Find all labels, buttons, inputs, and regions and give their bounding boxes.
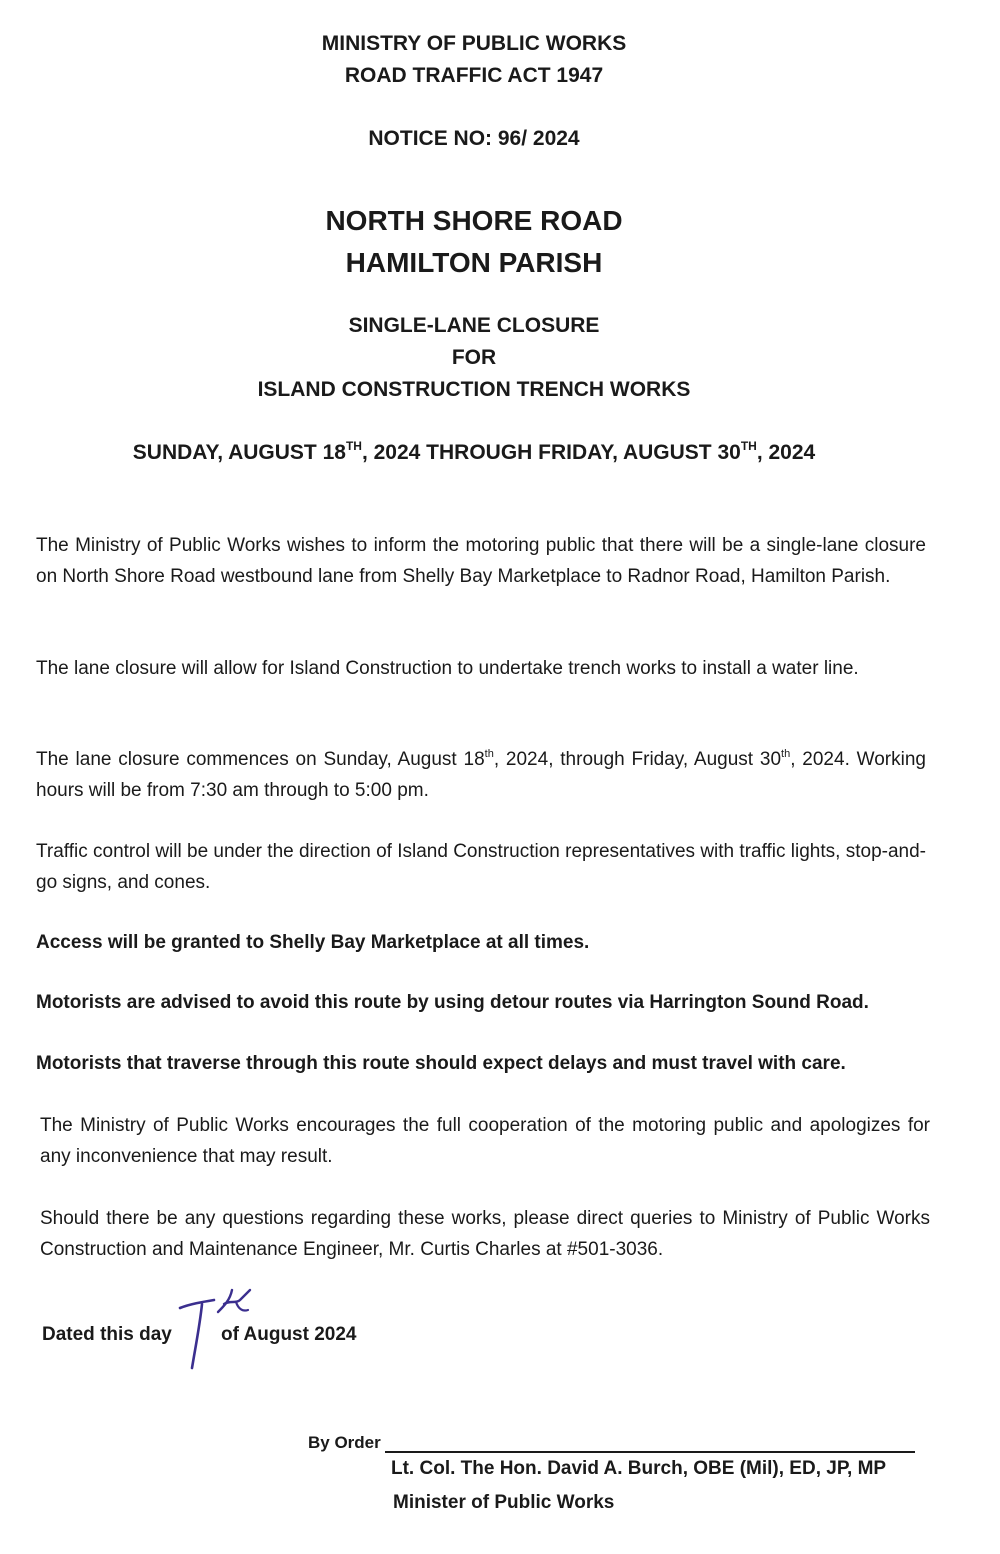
ministry-name: MINISTRY OF PUBLIC WORKS (321, 32, 627, 55)
closure-for: FOR (451, 346, 497, 369)
paragraph-cooperation: The Ministry of Public Works encourages the full cooperation of the motoring public and apologizes for any inconvenience that may result. (40, 1115, 930, 1167)
signature-line (385, 1451, 915, 1453)
dates-sup-1: TH (345, 439, 362, 453)
parish-name: HAMILTON PARISH (345, 247, 603, 278)
closure-dates (0, 438, 948, 468)
by-order-label: By Order (308, 1433, 381, 1452)
minister-title: Minister of Public Works (393, 1492, 615, 1513)
dated-prefix: Dated this day (42, 1324, 172, 1345)
dated-suffix: of August 2024 (221, 1324, 357, 1345)
closure-works: ISLAND CONSTRUCTION TRENCH WORKS (257, 378, 691, 401)
notice-number: NOTICE NO: 96/ 2024 (368, 127, 580, 150)
schedule-part-3: , 2024. Working hours will be from 7:30 am through to 5:00 pm. (36, 749, 926, 801)
handwritten-day-mark (170, 1282, 260, 1374)
paragraph-purpose: The lane closure will allow for Island Construction to undertake trench works to install a water line. (36, 658, 859, 679)
dates-part-3: , 2024 (756, 441, 816, 464)
dates-part-1: SUNDAY, AUGUST 18 (132, 441, 346, 464)
closure-type: SINGLE-LANE CLOSURE (348, 314, 600, 337)
location-heading (0, 200, 948, 284)
closure-heading (0, 310, 948, 406)
dates-part-2: , 2024 THROUGH FRIDAY, AUGUST 30 (361, 441, 741, 464)
paragraph-traffic-control: Traffic control will be under the direction of Island Construction representatives with traffic lights, stop-and-go signs, and cones. (36, 841, 926, 893)
minister-name: Lt. Col. The Hon. David A. Burch, OBE (Mil), ED, JP, MP (391, 1458, 887, 1479)
paragraph-detour: Motorists are advised to avoid this route by using detour routes via Harrington Sound Road. (36, 992, 869, 1013)
schedule-sup-1: th (484, 748, 494, 760)
paragraph-delays: Motorists that traverse through this route should expect delays and must travel with care. (36, 1053, 846, 1074)
paragraph-schedule (36, 744, 926, 806)
paragraph-queries: Should there be any questions regarding these works, please direct queries to Ministry of Public Works Construction and Maintenance Engineer, Mr. Curtis Charles at #501-3036. (40, 1208, 930, 1260)
schedule-part-2: , 2024, through Friday, August 30 (493, 749, 782, 770)
schedule-sup-2: th (781, 748, 791, 760)
act-name: ROAD TRAFFIC ACT 1947 (344, 64, 604, 87)
dates-sup-2: TH (740, 439, 757, 453)
road-name: NORTH SHORE ROAD (325, 205, 623, 236)
paragraph-announcement: The Ministry of Public Works wishes to inform the motoring public that there will be a single-lane closure on North Shore Road westbound lane from Shelly Bay Marketplace to Radnor Road, Hamilton Parish. (36, 535, 926, 587)
document-header (0, 28, 948, 92)
schedule-part-1: The lane closure commences on Sunday, August 18 (36, 749, 485, 770)
paragraph-access: Access will be granted to Shelly Bay Marketplace at all times. (36, 932, 590, 953)
